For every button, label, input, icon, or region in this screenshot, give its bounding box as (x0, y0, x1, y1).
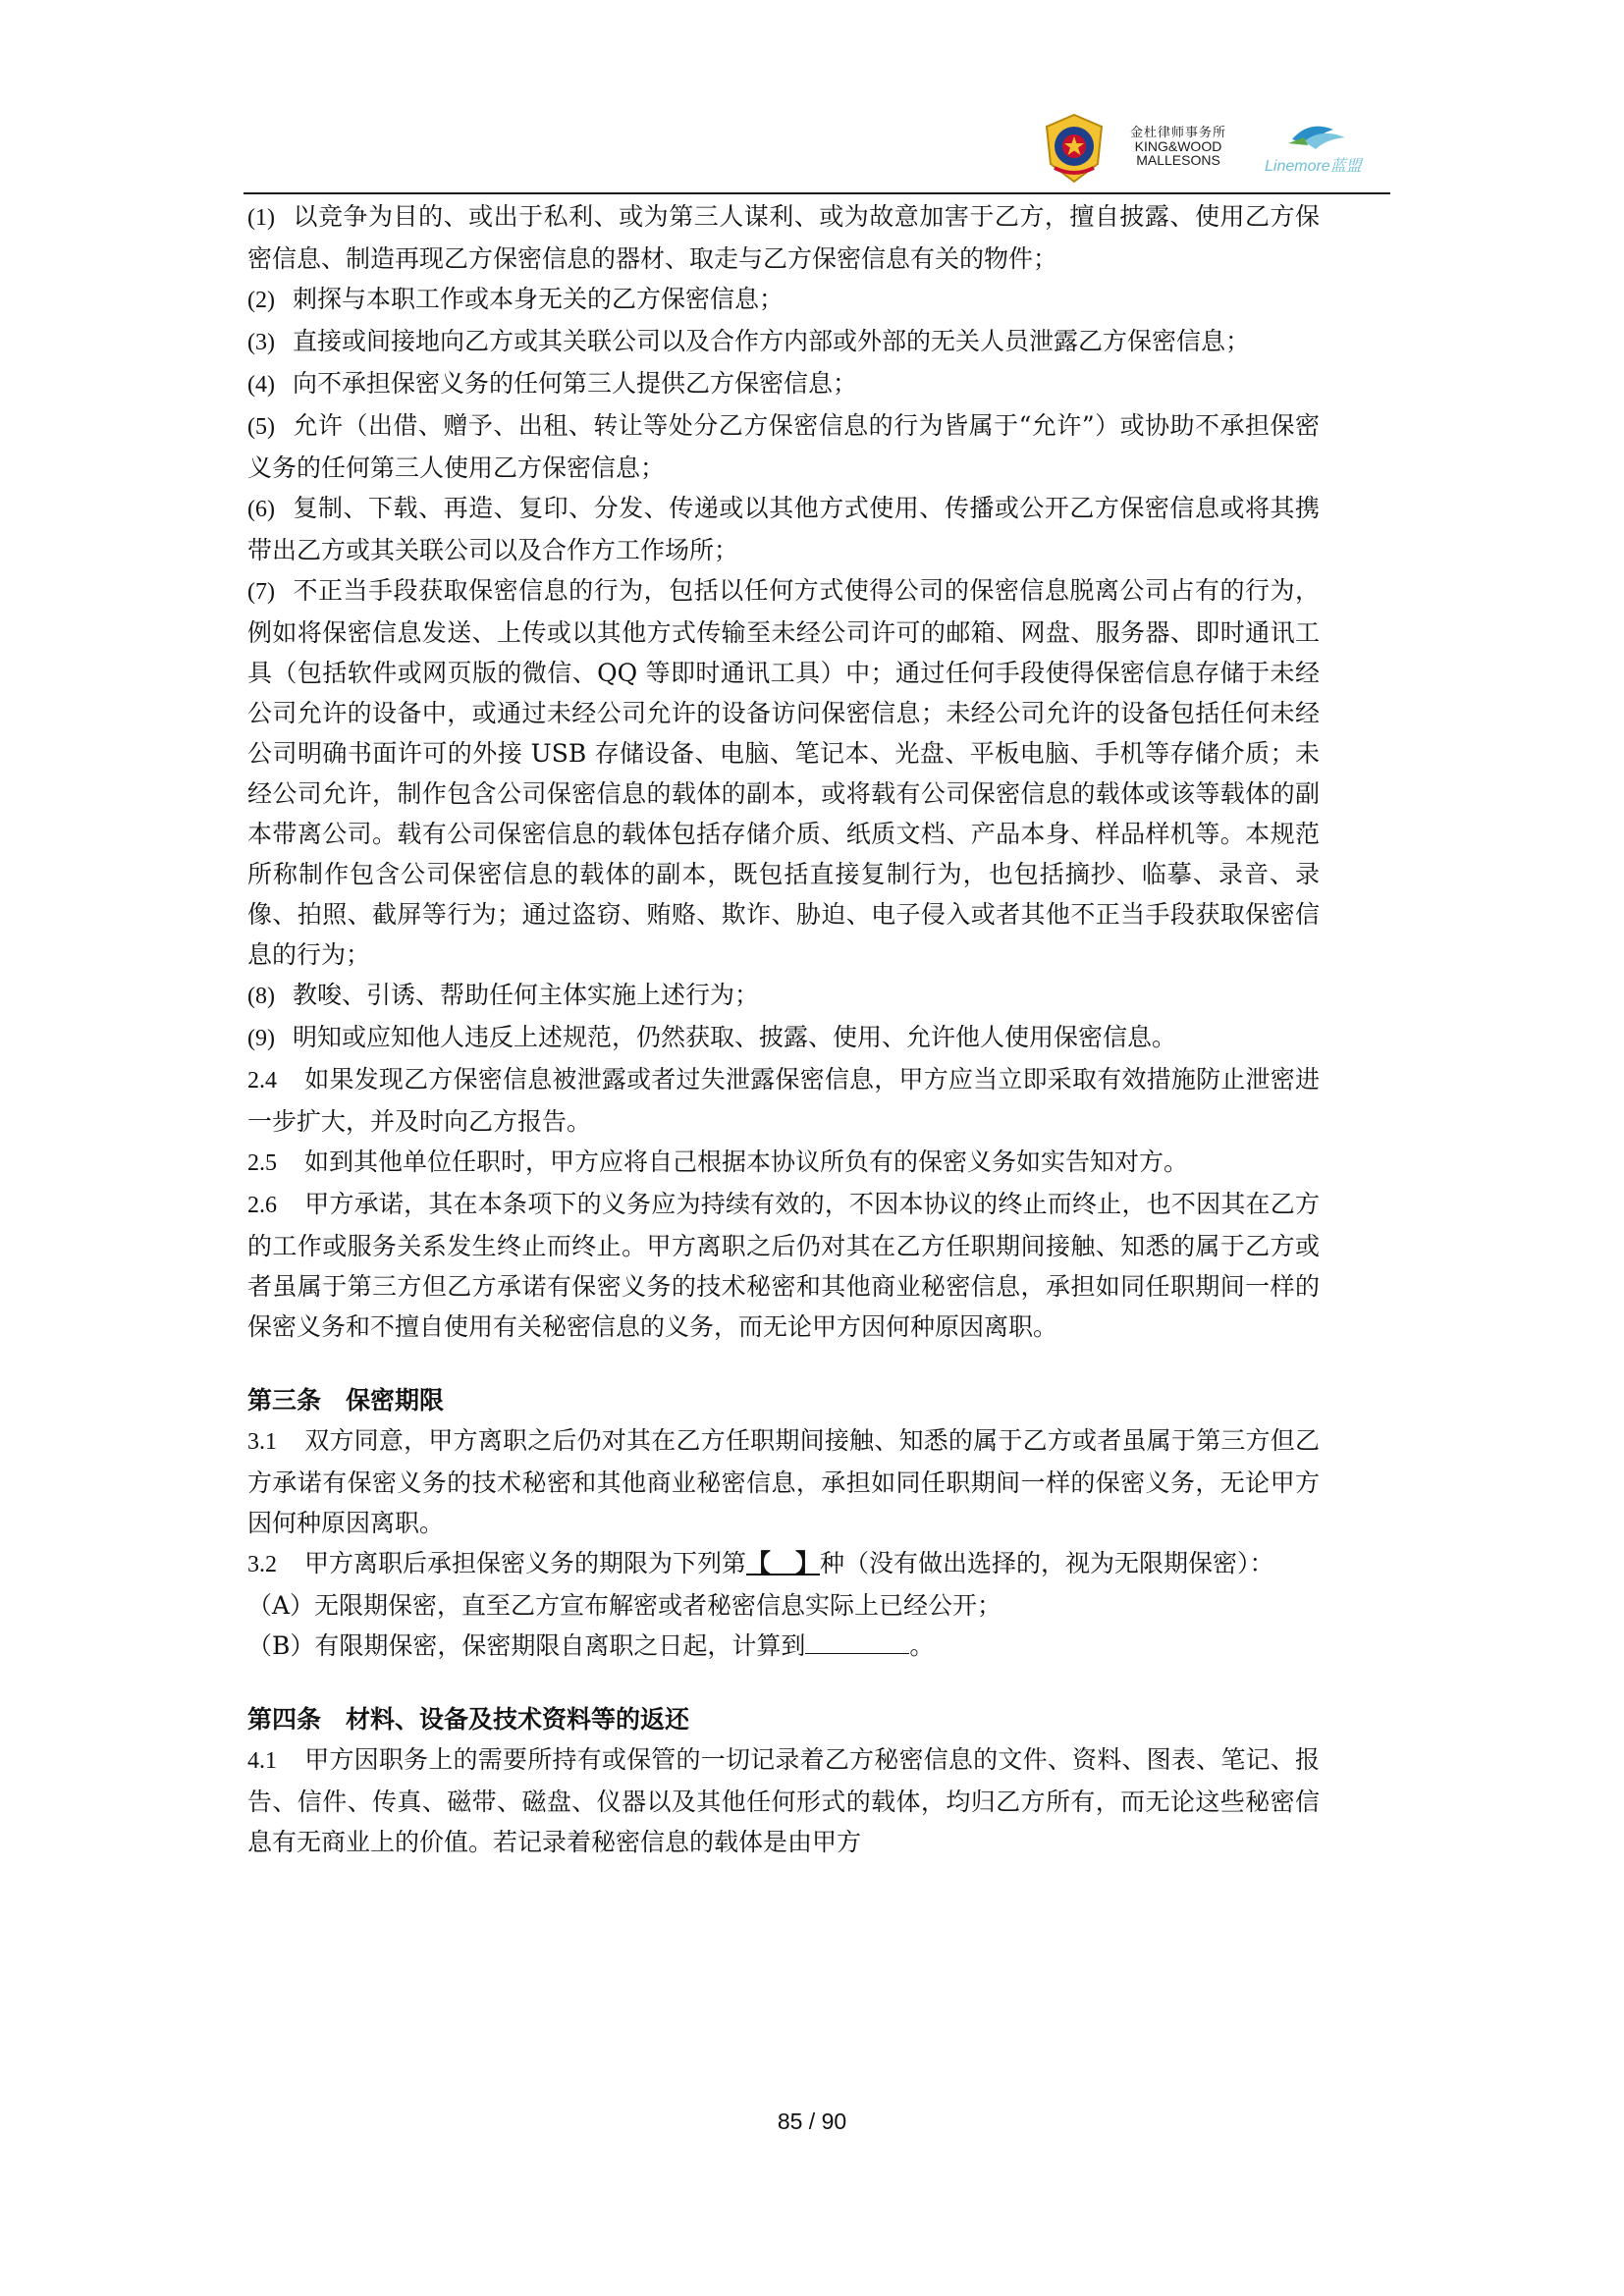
list-item (247, 363, 1320, 405)
kwm-logo (1129, 126, 1227, 168)
kwm-logo-cn: 金杜律师事务所 (1129, 125, 1226, 139)
clause-paragraph (247, 1142, 1320, 1184)
document-body (247, 196, 1320, 1862)
list-item-text: 教唆、引诱、帮助任何主体实施上述行为； (293, 981, 760, 1009)
list-item (247, 1017, 1320, 1059)
article-3-heading: 第三条 保密期限 (247, 1386, 445, 1415)
end-date-blank[interactable] (805, 1631, 909, 1654)
list-item-text: 刺探与本职工作或本身无关的乙方保密信息； (293, 285, 785, 313)
section-spacer (247, 1347, 1320, 1380)
clause-text: 甲方因职务上的需要所持有或保管的一切记录着乙方秘密信息的文件、资料、图表、笔记、报告、信件、传真、磁带、磁盘、仪器以及其他任何形式的载体，均归乙方所有，而无论这些秘密信息有无商业上的价值。若记录着秘密信息的载体是由甲方 (247, 1745, 1320, 1856)
list-item (247, 196, 1320, 279)
list-item-text: 允许（出借、赠予、出租、转让等处分乙方保密信息的行为皆属于“允许”）或协助不承担保密义务的任何第三人使用乙方保密信息； (247, 411, 1320, 482)
list-item-text: 复制、下载、再造、复印、分发、传递或以其他方式使用、传播或公开乙方保密信息或将其携带出乙方或其关联公司以及合作方工作场所； (247, 494, 1320, 564)
police-emblem-logo (1041, 113, 1108, 184)
option-b-text: （B）有限期保密，保密期限自离职之日起，计算到 (247, 1631, 806, 1660)
clause-text: 双方同意，甲方离职之后仍对其在乙方任职期间接触、知悉的属于乙方或者虽属于第三方但乙方承诺有保密义务的技术秘密和其他商业秘密信息，承担如同任职期间一样的保密义务，无论甲方因何种原因离职。 (247, 1426, 1320, 1537)
clause-text: 如果发现乙方保密信息被泄露或者过失泄露保密信息，甲方应当立即采取有效措施防止泄密进一步扩大，并及时向乙方报告。 (247, 1065, 1320, 1136)
list-item-number: (1) (247, 205, 275, 231)
section-spacer (247, 1666, 1320, 1699)
list-item (247, 405, 1320, 488)
clause-number: 2.5 (247, 1150, 277, 1176)
linemore-logo (1265, 120, 1373, 179)
list-item-number: (8) (247, 984, 275, 1009)
header-divider (244, 192, 1390, 194)
clause-paragraph (247, 1739, 1320, 1862)
kwm-logo-en-line2: MALLESONS (1136, 152, 1220, 169)
option-b (247, 1626, 1320, 1666)
clause-text-before: 甲方离职后承担保密义务的期限为下列第 (304, 1549, 747, 1577)
article-4-heading: 第四条 材料、设备及技术资料等的返还 (247, 1705, 690, 1734)
option-a: （A）无限期保密，直至乙方宣布解密或者秘密信息实际上已经公开； (247, 1591, 1002, 1620)
clause-text: 如到其他单位任职时，甲方应将自己根据本协议所负有的保密义务如实告知对方。 (304, 1148, 1189, 1176)
clause-number: 3.1 (247, 1429, 277, 1455)
list-item-number: (3) (247, 330, 275, 355)
list-item-number: (5) (247, 414, 275, 440)
clause-text: 甲方承诺，其在本条项下的义务应为持续有效的，不因本协议的终止而终止，也不因其在乙方的工作或服务关系发生终止而终止。甲方离职之后仍对其在乙方任职期间接触、知悉的属于乙方或者虽属于第三方但乙方承诺有保密义务的技术秘密和其他商业秘密信息，承担如同任职期间一样的保密义务和不擅自使用有关秘密信息的义务，而无论甲方因何种原因离职。 (247, 1190, 1320, 1341)
list-item-text: 向不承担保密义务的任何第三人提供乙方保密信息； (293, 369, 858, 398)
list-item (247, 321, 1320, 363)
clause-paragraph (247, 1543, 1320, 1585)
list-item-number: (2) (247, 288, 275, 313)
kwm-logo-en-line1: KING&WOOD (1134, 137, 1222, 154)
clause-number: 2.6 (247, 1193, 277, 1218)
option-b-end: 。 (909, 1631, 935, 1660)
clause-paragraph (247, 1184, 1320, 1347)
clause-number: 2.4 (247, 1068, 277, 1094)
clause-paragraph (247, 1420, 1320, 1543)
list-item-number: (7) (247, 579, 275, 605)
list-item (247, 570, 1320, 975)
clause-text-after: 种（没有做出选择的，视为无限期保密）： (820, 1549, 1274, 1577)
option-selection-field[interactable]: 【 】 (746, 1549, 821, 1577)
clause-number: 4.1 (247, 1748, 277, 1774)
clause-paragraph (247, 1059, 1320, 1142)
list-item (247, 279, 1320, 321)
list-item-text: 直接或间接地向乙方或其关联公司以及合作方内部或外部的无关人员泄露乙方保密信息； (293, 327, 1251, 355)
clause-number: 3.2 (247, 1552, 277, 1577)
list-item-number: (4) (247, 372, 275, 398)
linemore-logo-text: Linemore蓝盟 (1265, 158, 1362, 175)
list-item (247, 488, 1320, 570)
list-item-text: 明知或应知他人违反上述规范，仍然获取、披露、使用、允许他人使用保密信息。 (293, 1023, 1177, 1051)
list-item (247, 975, 1320, 1017)
linemore-logo-mark (1265, 120, 1373, 155)
page-number: 85 / 90 (777, 2109, 847, 2134)
list-item-text: 以竞争为目的、或出于私利、或为第三人谋利、或为故意加害于乙方，擅自披露、使用乙方保密信息、制造再现乙方保密信息的器材、取走与乙方保密信息有关的物件； (247, 202, 1320, 273)
list-item-text: 不正当手段获取保密信息的行为，包括以任何方式使得公司的保密信息脱离公司占有的行为，例如将保密信息发送、上传或以其他方式传输至未经公司许可的邮箱、网盘、服务器、即时通讯工具（包括软件或网页版的微信、QQ 等即时通讯工具）中；通过任何手段使得保密信息存储于未经公司允许的设备中，或通过未经公司允许的设备访问保密信息；未经公司允许的设备包括任何未经公司明确书面许可的外接 USB 存储设备、电脑、笔记本、光盘、平板电脑、手机等存储介质；未经公司允许，制作包含公司保密信息的载体的副本，或将载有公司保密信息的载体或该等载体的副本带离公司。载有公司保密信息的载体包括存储介质、纸质文档、产品本身、样品样机等。本规范所称制作包含公司保密信息的载体的副本，既包括直接复制行为，也包括摘抄、临摹、录音、录像、拍照、截屏等行为；通过盗窃、贿赂、欺诈、胁迫、电子侵入或者其他不正当手段获取保密信息的行为； (247, 576, 1320, 969)
list-item-number: (9) (247, 1026, 275, 1051)
list-item-number: (6) (247, 497, 275, 522)
